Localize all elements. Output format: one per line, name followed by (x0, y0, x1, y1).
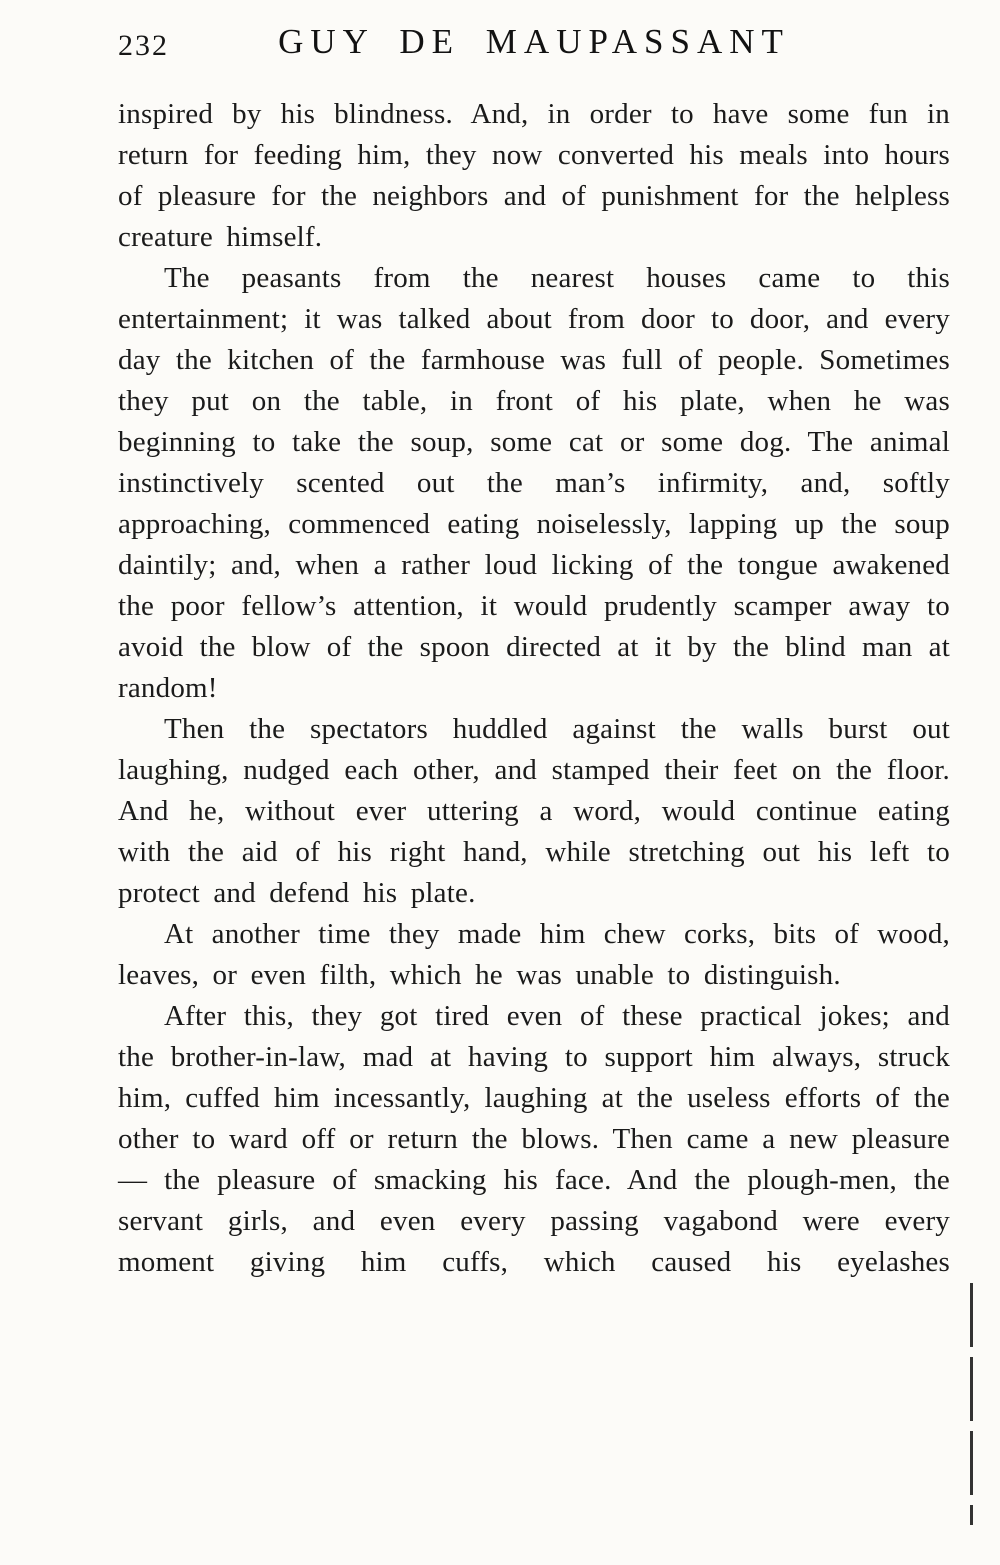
running-title: GUY DE MAUPASSANT (278, 22, 790, 61)
body-text (118, 94, 950, 1283)
paragraph-corks: At another time they made him chew corks, bits of wood, leaves, or even filth, which he was unable to distinguish. (118, 918, 950, 991)
page-header (118, 22, 950, 62)
paragraph-after-this: After this, they got tired even of these practical jokes; and the brother-in-law, mad at having to support him always, struck him, cuffed him incessantly, laughing at the useless efforts of the other to ward off or return the blows. Then came a new pleasure — the pleasure of smacking his face. And the plough-men, the servant girls, and even every passing vagabond were every moment giving him cuffs, which caused his eyelashes (118, 1000, 950, 1278)
paragraph-continuation: inspired by his blindness. And, in order to have some fun in return for feeding him, they now converted his meals into hours of pleasure for the neighbors and of punishment for the helpless creature himself. (118, 98, 950, 253)
page-number: 232 (118, 29, 169, 62)
scan-artifact-line (970, 1283, 973, 1525)
paragraph-peasants: The peasants from the nearest houses came to this entertainment; it was talked about from door to door, and every day the kitchen of the farmhouse was full of people. Sometimes they put on the table, in front of his plate, when he was beginning to take the soup, some cat or some dog. The animal instinctively scented out the man’s infirmity, and, softly approaching, commenced eating noiselessly, lapping up the soup daintily; and, when a rather loud licking of the tongue awakened the poor fellow’s attention, it would prudently scamper away to avoid the blow of the spoon directed at it by the blind man at random! (118, 262, 950, 704)
paragraph-spectators: Then the spectators huddled against the walls burst out laughing, nudged each other, and stamped their feet on the floor. And he, without ever uttering a word, would continue eating with the aid of his right hand, while stretching out his left to protect and defend his plate. (118, 713, 950, 909)
